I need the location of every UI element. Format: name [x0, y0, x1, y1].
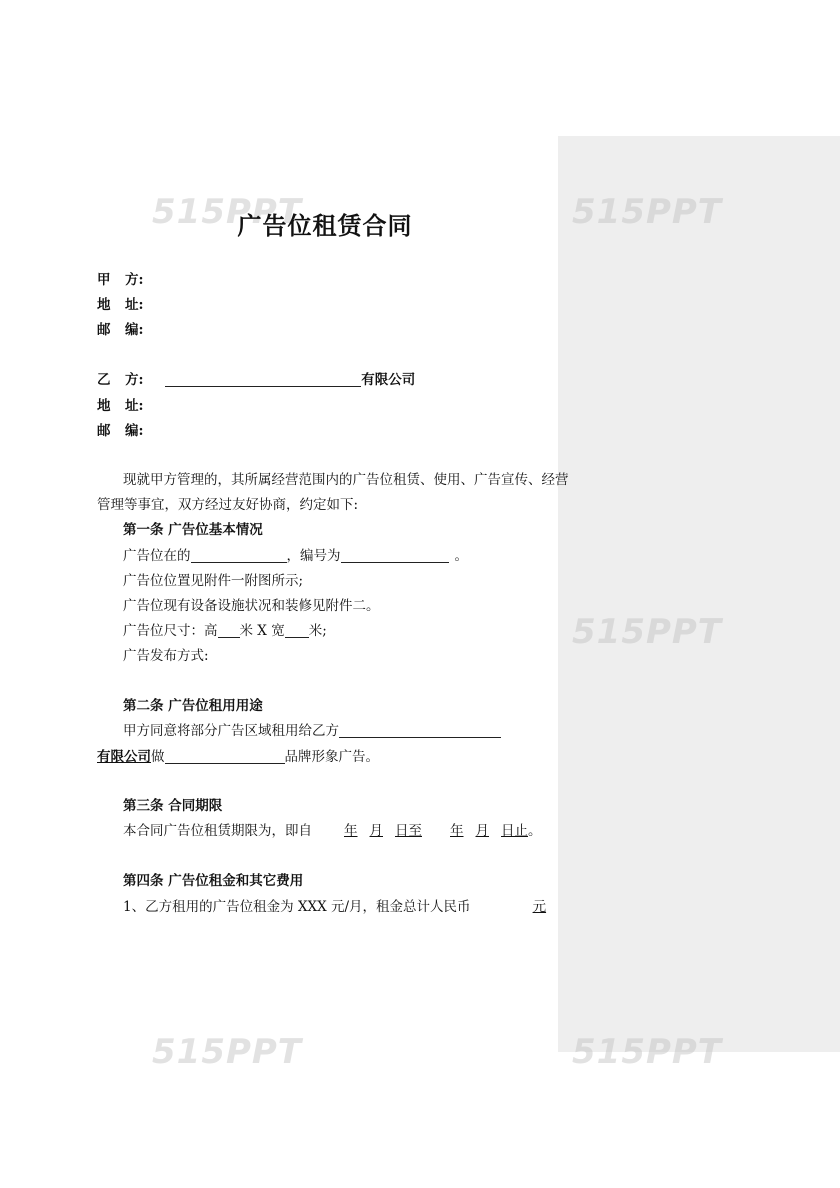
party-b-name-row: 乙 方: 有限公司: [97, 372, 416, 388]
article-3-heading: 第三条 合同期限: [123, 798, 223, 814]
watermark: 515PPT: [152, 192, 303, 232]
article-1-location-row: 广告位在的 ，编号为 。: [123, 548, 468, 564]
width-blank[interactable]: [285, 623, 309, 638]
article-1-size-row: 广告位尺寸：高 米 X 宽 米;: [123, 623, 327, 639]
party-b-postcode-row: 邮 编:: [97, 423, 144, 439]
rent-total-blank[interactable]: 元: [532, 899, 547, 915]
article-2-line-2: 有限公司做 品牌形象广告。: [97, 749, 379, 765]
party-a-postcode-row: 邮 编:: [97, 322, 144, 338]
watermark: 515PPT: [152, 1032, 303, 1072]
location-blank[interactable]: [191, 548, 287, 563]
article-2-line-1: 甲方同意将部分广告区域租用给乙方: [123, 721, 501, 741]
article-4-line-1: 1、乙方租用的广告位租金为 XXX 元/月，租金总计人民币 元: [123, 899, 547, 915]
article-2-heading: 第二条 广告位租用用途: [123, 698, 263, 714]
height-blank[interactable]: [218, 623, 240, 638]
intro-line-2: 管理等事宜，双方经过友好协商，约定如下:: [97, 497, 359, 513]
article-3-term-row: 本合同广告位租赁期限为，即自 年 月 日至 年 月 日止。: [123, 823, 542, 839]
party-b-name-blank[interactable]: [165, 372, 361, 387]
brand-blank[interactable]: [165, 749, 285, 764]
party-b-address-row: 地 址:: [97, 398, 144, 414]
document-title: 广告位租赁合同: [237, 211, 413, 240]
party-a-name-row: 甲 方:: [97, 272, 144, 288]
party-b-company-blank[interactable]: [339, 723, 501, 738]
intro-line-1: 现就甲方管理的，其所属经营范围内的广告位租赁、使用、广告宣传、经营: [123, 472, 569, 488]
article-1-line-3: 广告位现有设备设施状况和装修见附件二。: [123, 598, 380, 614]
right-gray-panel: [558, 136, 840, 1052]
watermark: 515PPT: [572, 1032, 723, 1072]
number-blank[interactable]: [341, 548, 449, 563]
watermark: 515PPT: [572, 192, 723, 232]
watermark: 515PPT: [572, 612, 723, 652]
article-1-heading: 第一条 广告位基本情况: [123, 522, 263, 538]
article-1-line-5: 广告发布方式:: [123, 648, 209, 664]
party-a-address-row: 地 址:: [97, 297, 144, 313]
term-dates[interactable]: 年 月 日至 年 月 日止: [344, 823, 528, 839]
article-1-line-2: 广告位位置见附件一附图所示;: [123, 573, 304, 589]
article-4-heading: 第四条 广告位租金和其它费用: [123, 873, 304, 889]
